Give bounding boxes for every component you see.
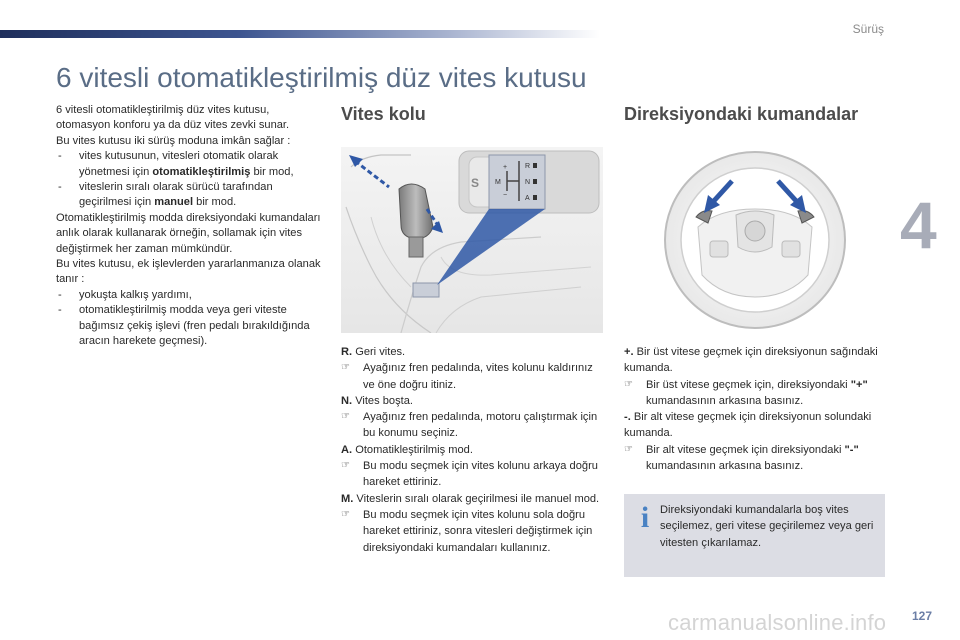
list-item: -. Bir alt vitese geçmek için direksiyonun solundaki kumanda. (624, 411, 872, 440)
list-item: ☞ Bir alt vitese geçmek için direksiyondaki "-" kumandasının arkasına basınız. (624, 443, 859, 473)
intro-paragraph: Bu vites kutusu, ek işlevlerden yararlanmanıza olanak tanır : (56, 258, 321, 286)
intro-paragraph: Otomatikleştirilmiş modda direksiyondaki kumandaları anlık olarak kullanarak örneğin, sollamak için vites değiştirmek her zaman mümkündür. (56, 211, 321, 255)
steering-wheel-illustration (658, 147, 853, 333)
list-item: - otomatikleştirilmiş modda veya geri viteste bağımsız çekiş işlevi (fren pedalı bırakıldığında aracın harekete geçmesi). (58, 304, 310, 348)
chapter-number: 4 (900, 188, 937, 262)
watermark: carmanualsonline.info (668, 610, 887, 635)
gate-label-m: M (495, 179, 501, 186)
sport-label: S (471, 176, 480, 190)
gear-lever-illustration (341, 147, 603, 333)
steering-controls-heading: Direksiyondaki kumandalar (624, 104, 859, 124)
list-item: R. Geri vites. (341, 346, 406, 358)
gate-label-a: A (525, 195, 530, 202)
header-bar (0, 30, 600, 38)
list-item: M. Viteslerin sıralı olarak geçirilmesi ile manuel mod. (341, 492, 600, 505)
gear-lever-heading: Vites kolu (341, 104, 426, 124)
list-item: +. Bir üst vitese geçmek için direksiyonun sağındaki kumanda. (624, 346, 878, 375)
list-item: N. Vites boşta. (341, 394, 413, 407)
list-item: ☞ Bir üst vitese geçmek için, direksiyondaki "+" kumandasının arkasına basınız. (624, 378, 868, 407)
list-item: ☞ Ayağınız fren pedalında, vites kolunu kaldırınız ve öne doğru itiniz. (341, 362, 593, 391)
page-title: 6 vitesli otomatikleştirilmiş düz vites kutusu (56, 62, 587, 93)
intro-paragraph: Bu vites kutusu iki sürüş moduna imkân sağlar : (56, 134, 291, 147)
list-item: - yokuşta kalkış yardımı, (58, 288, 192, 301)
list-item: - viteslerin sıralı olarak sürücü tarafından geçirilmesi için manuel bir mod. (58, 181, 273, 209)
list-item: ☞ Bu modu seçmek için vites kolunu sola doğru hareket ettiriniz, sonra vitesleri değiştirmek için direksiyondaki kumandaları kullanınız. (341, 508, 593, 554)
intro-text (56, 103, 321, 350)
intro-paragraph: 6 vitesli otomatikleştirilmiş düz vites kutusu, otomasyon konforu ya da düz vites zevki sunar. (56, 104, 290, 132)
gate-label-r: R (525, 163, 531, 170)
page-number: 127 (912, 609, 933, 623)
list-item: ☞ Bu modu seçmek için vites kolunu arkaya doğru hareket ettiriniz. (341, 460, 598, 489)
svg-text:+: + (503, 164, 508, 171)
paddle-controls-text (624, 344, 889, 474)
info-icon: i (640, 501, 650, 534)
info-note (624, 494, 885, 577)
list-item: A. Otomatikleştirilmiş mod. (341, 443, 473, 456)
svg-text:−: − (503, 192, 508, 199)
list-item: ☞ Ayağınız fren pedalında, motoru çalıştırmak için bu konumu seçiniz. (341, 411, 598, 440)
gear-positions-text (341, 344, 606, 556)
list-item: - vites kutusunun, vitesleri otomatik olarak yönetmesi için otomatikleştirilmiş bir mod, (58, 150, 294, 178)
gate-label-n: N (525, 179, 531, 186)
section-label: Sürüş (852, 22, 884, 36)
info-note-text: Direksiyondaki kumandalarla boş vites seçilemez, geri vitese geçirilemez veya geri vitesten çıkarılamaz. (660, 504, 874, 549)
